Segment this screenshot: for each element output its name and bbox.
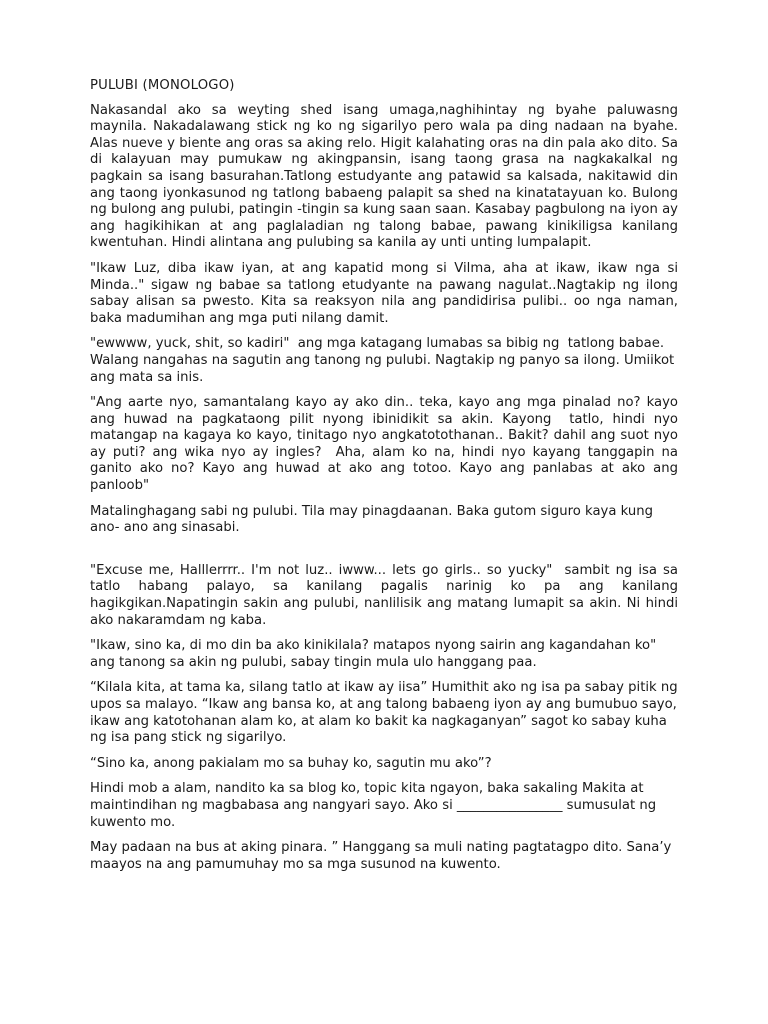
paragraph-8: “Kilala kita, at tama ka, silang tatlo at ikaw ay iisa” Humithit ako ng isa pa sabay pitik ng upos sa malayo. “Ikaw ang bansa ko, at ang talong babaeng iyon ay ang bumubuo sayo, ikaw ang katotohanan alam ko, at alam ko bakit ka nagkaganyan” sagot ko sabay kuha ng isa pang stick ng sigarilyo. xyxy=(90,680,682,746)
document-title: PULUBI (MONOLOGO) xyxy=(90,78,235,93)
paragraph-6: "Excuse me, Halllerrrr.. I'm not luz.. iwww... lets go girls.. so yucky" sambit ng isa sa tatlo habang palayo, sa kanilang pagalis narinig ko pa ang kanilang hagikgikan.Napatingin sakin ang pulubi, nanlilisik ang matang lumapit sa akin. Ni hindi ako nakaramdam ng kaba. xyxy=(90,562,683,628)
paragraph-4: "Ang aarte nyo, samantalang kayo ay ako din.. teka, kayo ang mga pinalad no? kayo ang huwad na pagkataong pilit nyong ibinidikit sa akin. Kayong tatlo, hindi nyo matangap na kagaya ko kayo, tinitago nyo angkatotothanan.. Bakit? dahil ang suot nyo ay puti? ang wika nyo ay ingles? Aha, alam ko na, hindi nyo kayang tanggapin na ganito ako no? Kayo ang huwad at ako ang totoo. Kayo ang panlabas at ako ang panloob" xyxy=(90,395,683,494)
paragraph-7: "Ikaw, sino ka, di mo din ba ako kinikilala? matapos nyong sairin ang kagandahan ko" ang tanong sa akin ng pulubi, sabay tingin mula ulo hanggang paa. xyxy=(90,638,661,670)
paragraph-1: Nakasandal ako sa weyting shed isang umaga,naghihintay ng byahe paluwasng maynila. Nakadalawang stick ng ko ng sigarilyo pero wala pa ding nadaan na byahe. Alas nueve y biente ang oras sa aking relo. Higit kalahating oras na din pala ako dito. Sa di kalayuan may pumukaw ng akingpansin, isang taong grasa na nagkakalkal ng pagkain sa isang basurahan.Tatlong estudyante ang patawid sa kalsada, nakitawid din ang taong iyonkasunod ng tatlong babaeng palapit sa shed na kinatatayuan ko. Bulong ng bulong ang pulubi, patingin -tingin sa kung saan saan. Kasabay pagbulong na iyon ay ang hagikihikan at ang paglaladian ng talong babae, pawang kinikiligsa kanilang kwentuhan. Hindi alintana ang pulubing sa kanila ay unti unting lumpalapit. xyxy=(90,102,683,251)
paragraph-2: "Ikaw Luz, diba ikaw iyan, at ang kapatid mong si Vilma, aha at ikaw, ikaw nga si Minda.." sigaw ng babae sa tatlong etudyante na pawang nagulat..Nagtakip ng ilong sabay alisan sa pwesto. Kita sa reaksyon nila ang pandidirisa pulibi.. oo nga naman, baka madumihan ang mga puti nilang damit. xyxy=(90,260,683,326)
blank-line xyxy=(90,546,678,563)
paragraph-9: “Sino ka, anong pakialam mo sa buhay ko, sagutin mu ako”? xyxy=(90,755,492,771)
paragraph-5: Matalinghagang sabi ng pulubi. Tila may pinagdaanan. Baka gutom siguro kaya kung ano- ano ang sinasabi. xyxy=(90,503,658,536)
paragraph-3: "ewwww, yuck, shit, so kadiri" ang mga katagang lumabas sa bibig ng tatlong babae. Walang nangahas na sagutin ang tanong ng pulubi. Nagtakip ng panyo sa ilong. Umiikot ang mata sa inis. xyxy=(90,336,679,385)
paragraph-10: Hindi mob a alam, nandito ka sa blog ko, topic kita ngayon, baka sakaling Makita at maintindihan ng magbabasa ang nangyari sayo. Ako si ________________ sumusulat ng kuwento mo. xyxy=(90,781,661,830)
paragraph-11: May padaan na bus at aking pinara. ” Hanggang sa muli nating pagtatagpo dito. Sana’y maayos na ang pamumuhay mo sa mga susunod na kuwento. xyxy=(90,840,676,872)
document-body xyxy=(90,78,683,882)
